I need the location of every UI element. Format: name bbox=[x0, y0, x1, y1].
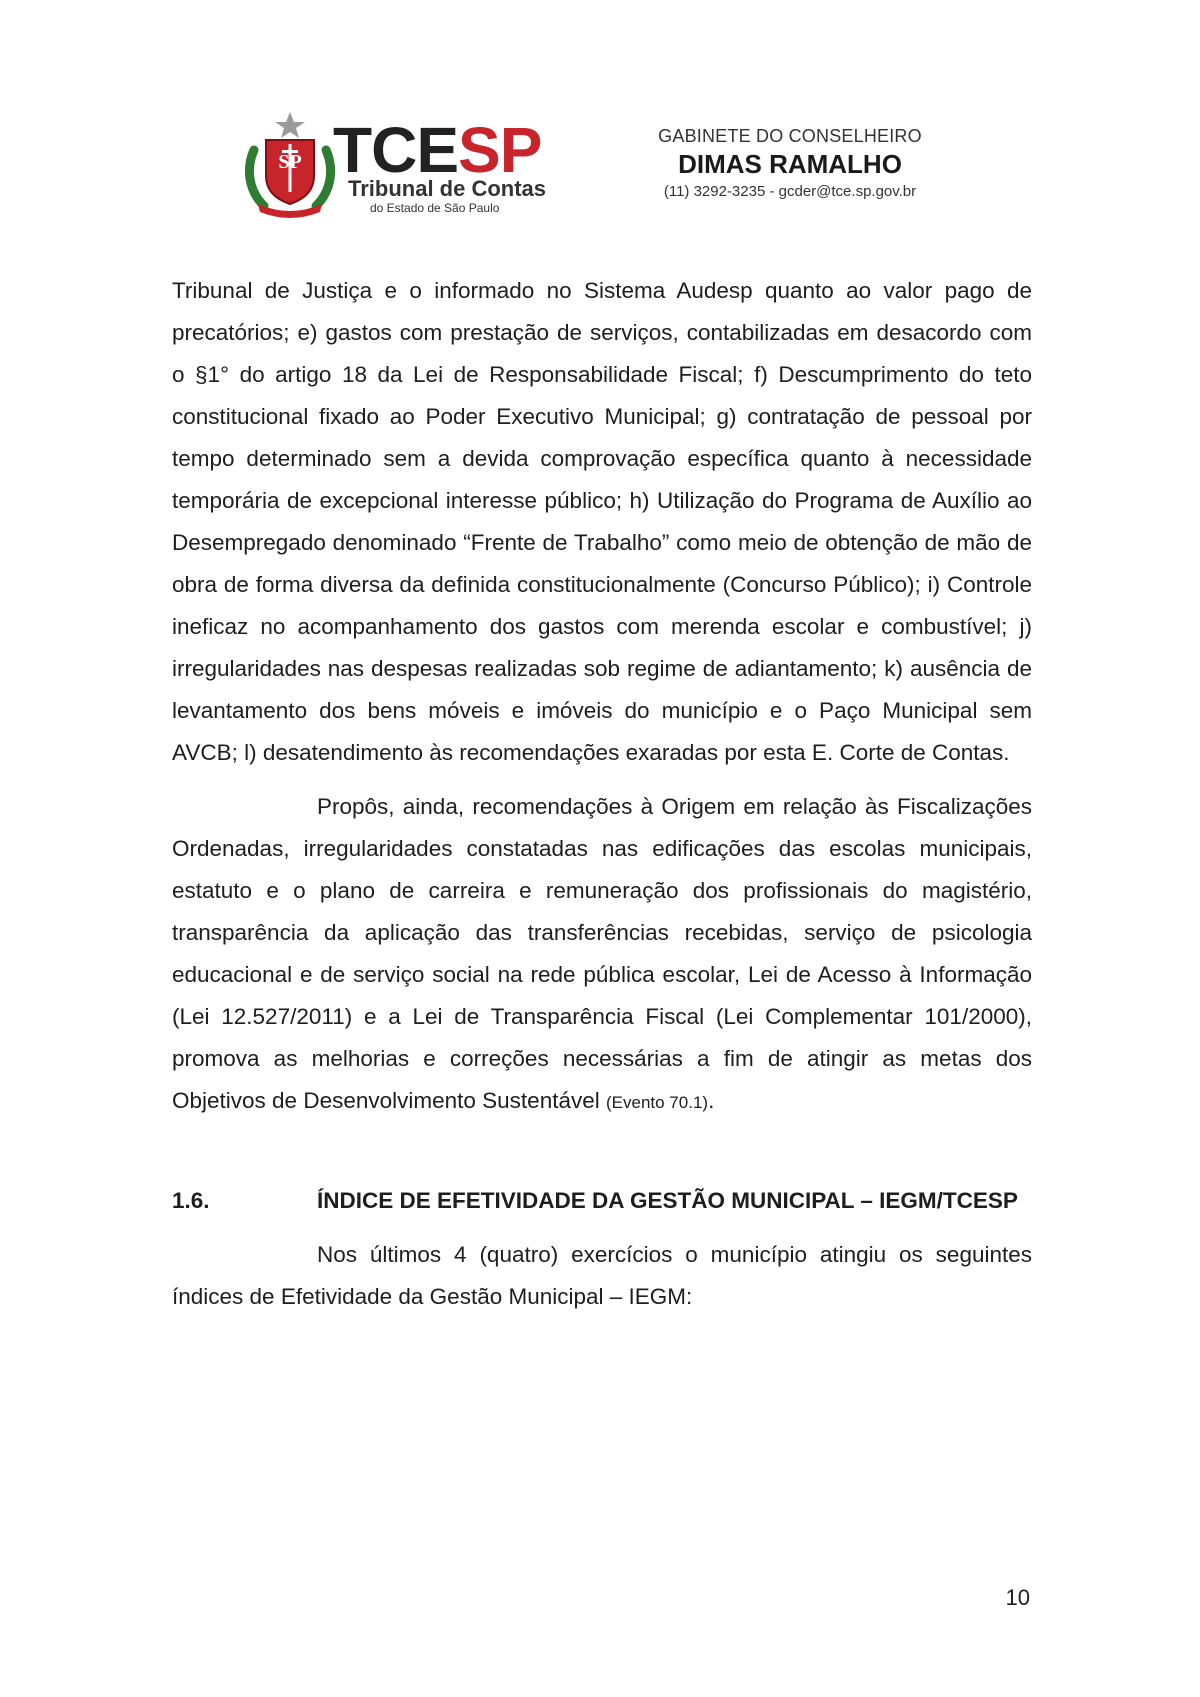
paragraph-recommendations bbox=[172, 786, 1032, 1124]
document-body bbox=[172, 270, 1032, 1318]
logo-wordmark bbox=[333, 114, 542, 186]
emblem-text: SP bbox=[278, 151, 302, 173]
paragraph-recommendations-text: Propôs, ainda, recomendações à Origem em relação às Fiscalizações Ordenadas, irregularidades constatadas nas edificações das escolas municipais, estatuto e o plano de carreira e remuneração dos profissionais do magistério, transparência da aplicação das transferências recebidas, serviço de psicologia educacional e de serviço social na rede pública escolar, Lei de Acesso à Informação (Lei 12.527/2011) e a Lei de Transparência Fiscal (Lei Complementar 101/2000), promova as melhorias e correções necessárias a fim de atingir as metas dos Objetivos de Desenvolvimento Sustentável bbox=[172, 794, 1032, 1113]
counselor-name: DIMAS RAMALHO bbox=[678, 148, 902, 179]
sao-paulo-coat-of-arms-icon bbox=[240, 110, 340, 220]
logo-subtitle: Tribunal de Contas bbox=[348, 176, 547, 201]
section-title: ÍNDICE DE EFETIVIDADE DA GESTÃO MUNICIPAL – IEGM/TCESP bbox=[317, 1188, 1018, 1213]
cabinet-info bbox=[640, 126, 940, 201]
paragraph-recommendations-end: . bbox=[708, 1088, 715, 1113]
section-number: 1.6. bbox=[172, 1188, 210, 1213]
letterhead bbox=[0, 0, 1200, 240]
cabinet-label: GABINETE DO CONSELHEIRO bbox=[658, 126, 922, 146]
logo-word-tce: TCE bbox=[333, 114, 458, 186]
paragraph-iegm-intro: Nos últimos 4 (quatro) exercícios o município atingiu os seguintes índices de Efetividade da Gestão Municipal – IEGM: bbox=[172, 1242, 1032, 1309]
page-number: 10 bbox=[1005, 1585, 1030, 1610]
event-reference: (Evento 70.1) bbox=[606, 1093, 709, 1112]
section-heading bbox=[172, 1180, 1032, 1222]
cabinet-contact: (11) 3292-3235 - gcder@tce.sp.gov.br bbox=[663, 182, 917, 200]
tcesp-logo bbox=[240, 110, 580, 220]
logo-word-sp: SP bbox=[458, 114, 542, 186]
logo-subtitle-state: do Estado de São Paulo bbox=[370, 201, 500, 215]
paragraph-findings: Tribunal de Justiça e o informado no Sistema Audesp quanto ao valor pago de precatórios; e) gastos com prestação de serviços, contabilizadas em desacordo com o §1° do artigo 18 da Lei de Responsabilidade Fiscal; f) Descumprimento do teto constitucional fixado ao Poder Executivo Municipal; g) contratação de pessoal por tempo determinado sem a devida comprovação específica quanto à necessidade temporária de excepcional interesse público; h) Utilização do Programa de Auxílio ao Desempregado denominado “Frente de Trabalho” como meio de obtenção de mão de obra de forma diversa da definida constitucionalmente (Concurso Público); i) Controle ineficaz no acompanhamento dos gastos com merenda escolar e combustível; j) irregularidades nas despesas realizadas sob regime de adiantamento; k) ausência de levantamento dos bens móveis e imóveis do município e o Paço Municipal sem AVCB; l) desatendimento às recomendações exaradas por esta E. Corte de Contas. bbox=[172, 278, 1032, 765]
